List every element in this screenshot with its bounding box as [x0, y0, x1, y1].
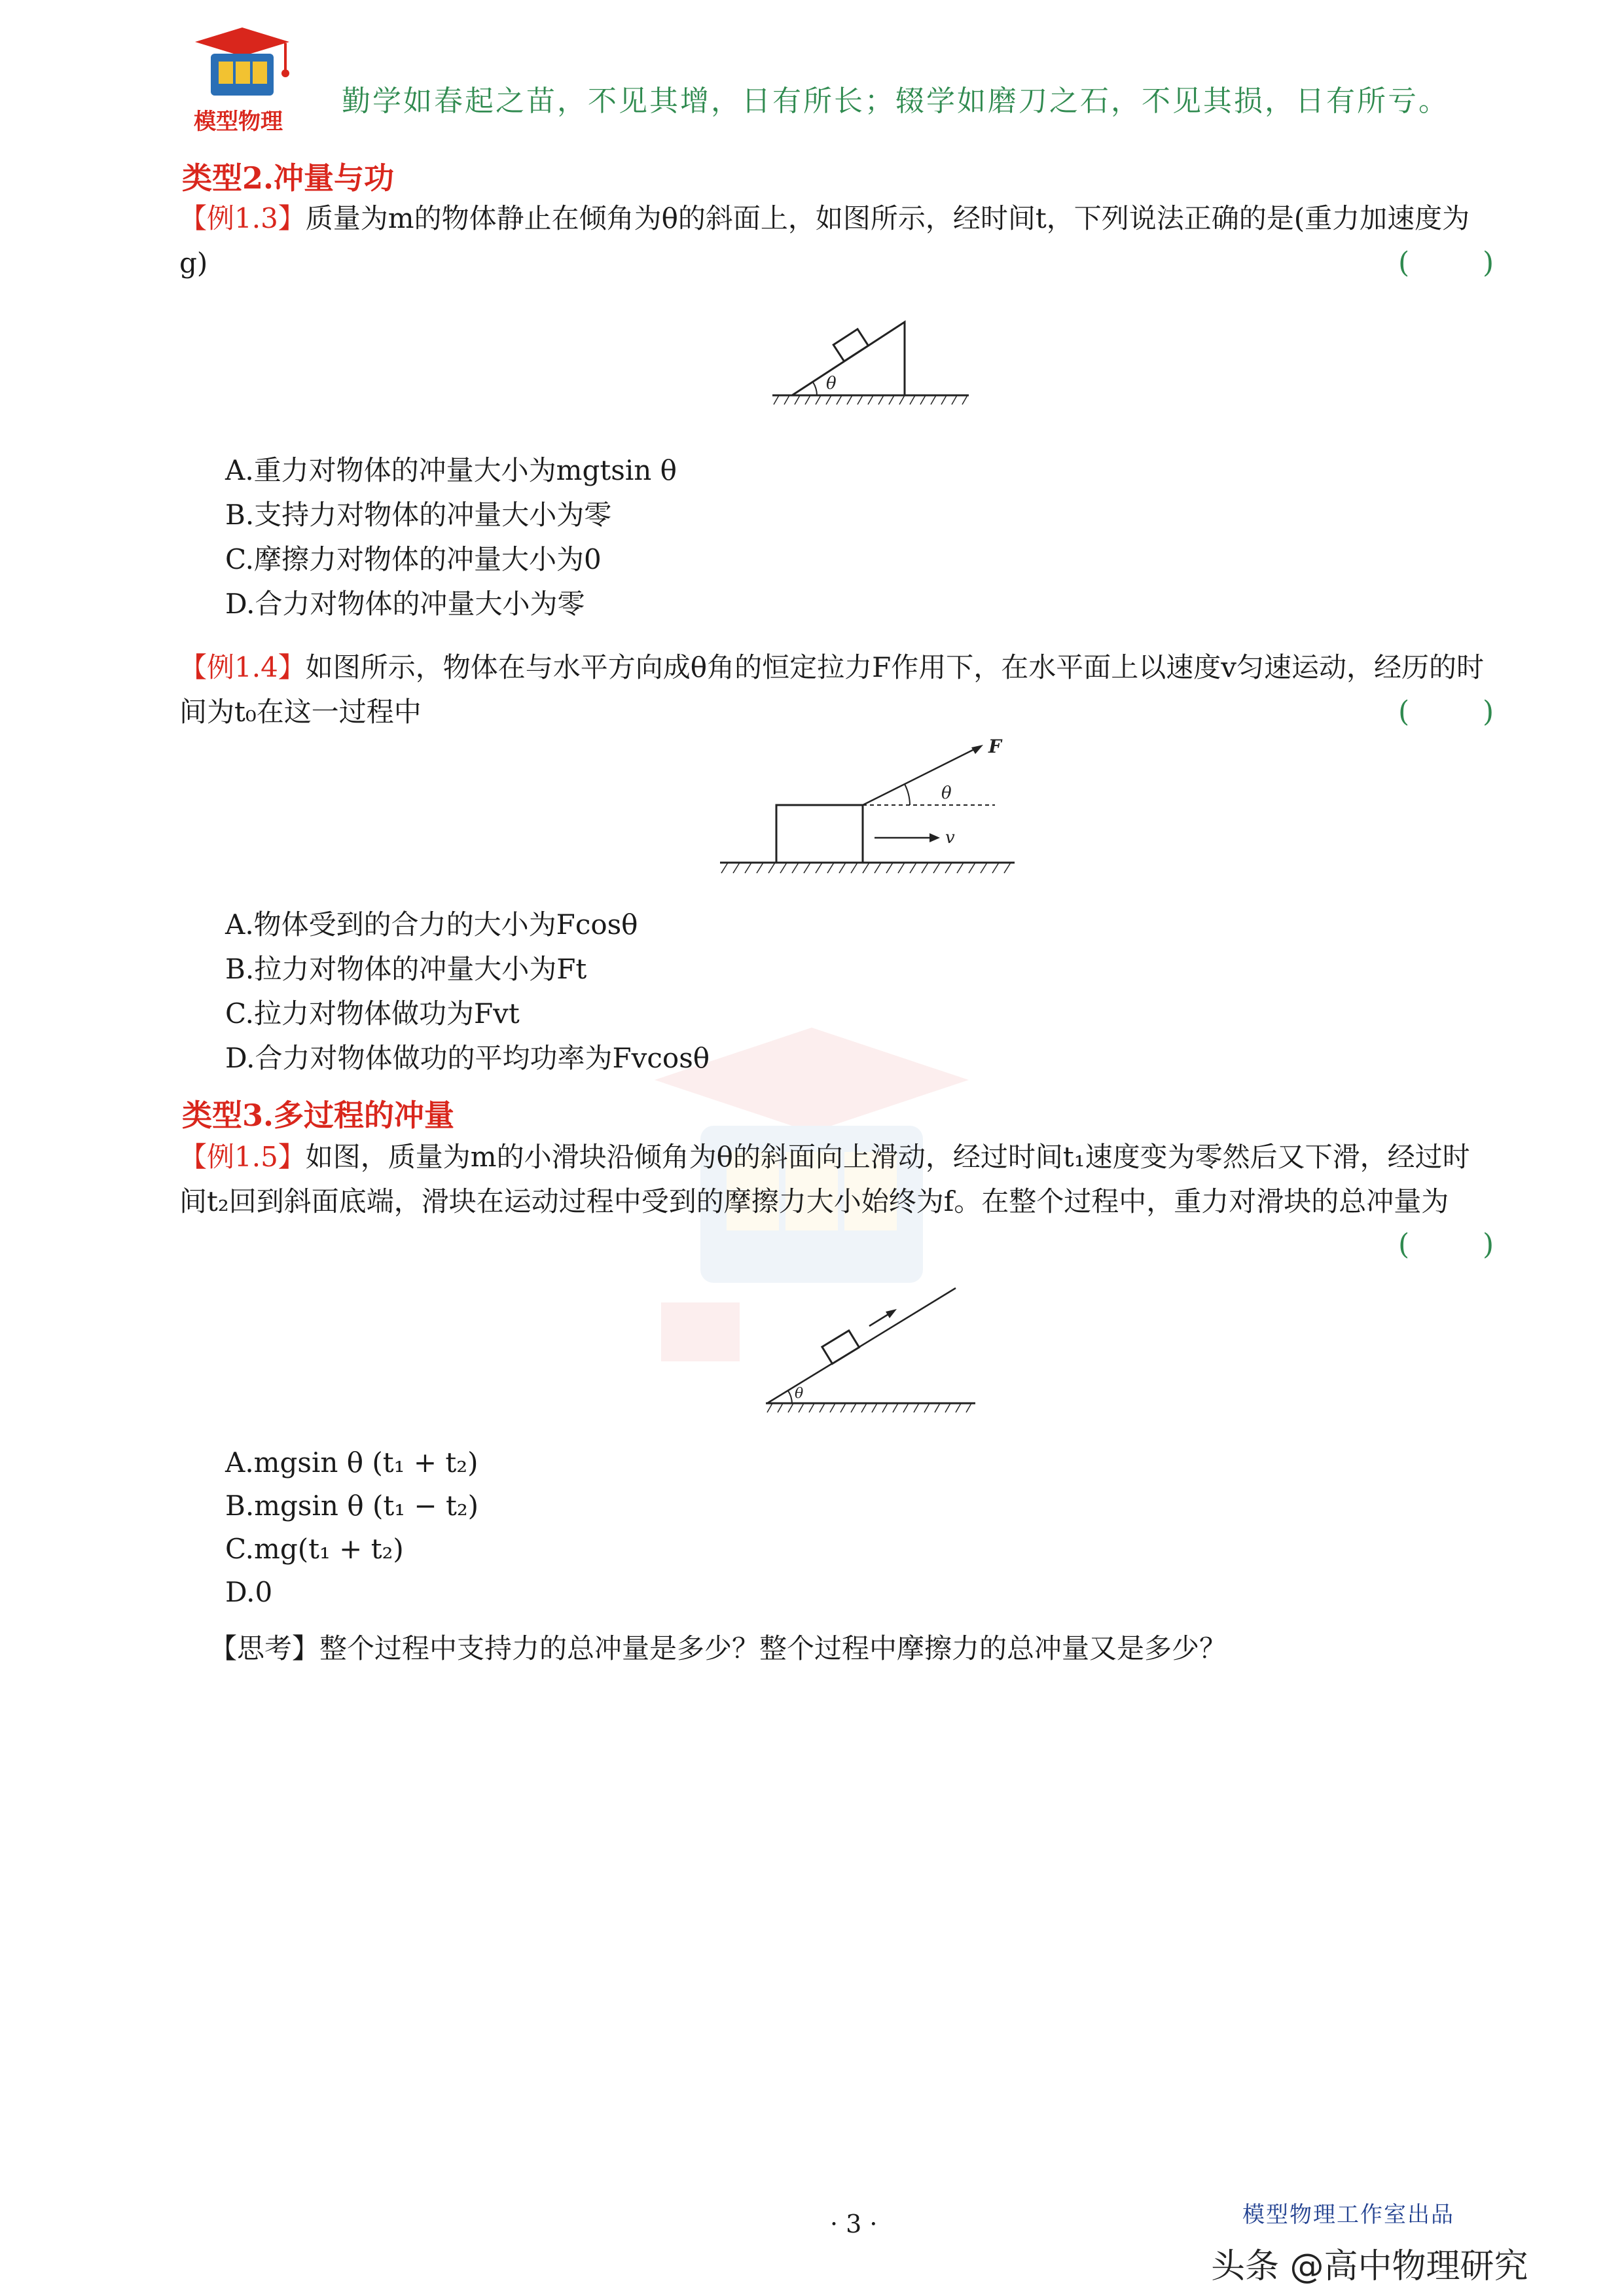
answer-bracket-1-3[interactable]: ( ): [1398, 246, 1494, 279]
think-prompt: 【思考】整个过程中支持力的总冲量是多少？整个过程中摩擦力的总冲量又是多少？: [209, 1632, 1227, 1664]
pulling-block-figure-1-4: [713, 733, 1021, 890]
incline-sliding-figure-1-5: [759, 1278, 982, 1422]
question-1-3-line1: [179, 196, 1470, 241]
logo-text: 模型物理: [194, 109, 283, 135]
question-1-5-line2: 间t₂回到斜面底端，滑块在运动过程中受到的摩擦力大小始终为f。在整个过程中，重力对滑块的总冲量为: [179, 1185, 1449, 1217]
question-1-3-line2: g): [179, 247, 208, 279]
option-1-4-a[interactable]: A.物体受到的合力的大小为Fcosθ: [225, 908, 638, 941]
logo-icon: [190, 25, 295, 103]
option-1-4-b[interactable]: B.拉力对物体的冲量大小为Ft: [225, 953, 587, 985]
option-1-3-c[interactable]: C.摩擦力对物体的冲量大小为0: [225, 543, 602, 575]
option-1-4-c[interactable]: C.拉力对物体做功为Fvt: [225, 997, 520, 1030]
incline-angle-label-1-3: θ: [826, 374, 837, 393]
option-1-3-b[interactable]: B.支持力对物体的冲量大小为零: [225, 499, 612, 531]
option-1-5-b[interactable]: B.mgsin θ (t₁ − t₂): [225, 1490, 479, 1522]
question-1-5-text: 如图，质量为m的小滑块沿倾角为θ的斜面向上滑动，经过时间t₁速度变为零然后又下滑，经过时: [305, 1141, 1470, 1173]
answer-bracket-1-5[interactable]: ( ): [1398, 1228, 1494, 1261]
incline-angle-label-1-5: θ: [795, 1386, 804, 1402]
page-number: · 3 ·: [830, 2210, 878, 2238]
question-1-5-line1: [179, 1135, 1470, 1179]
option-1-3-a[interactable]: A.重力对物体的冲量大小为mgtsin θ: [225, 454, 677, 486]
question-1-4-line1: [179, 645, 1484, 690]
studio-credit: 模型物理工作室出品: [1242, 2202, 1454, 2228]
header-motto: 勤学如春起之苗，不见其增，日有所长；辍学如磨刀之石，不见其损，日有所亏。: [342, 84, 1449, 118]
option-1-5-d[interactable]: D.0: [225, 1576, 273, 1608]
question-1-4: [179, 645, 1484, 734]
velocity-label-v: v: [945, 828, 955, 848]
source-watermark: 头条 @高中物理研究: [1211, 2247, 1528, 2286]
question-1-4-tag: 【例1.4】: [179, 651, 306, 683]
option-1-3-d[interactable]: D.合力对物体的冲量大小为零: [225, 588, 585, 620]
question-1-5: [179, 1135, 1470, 1224]
section-title-type3: 类型3.多过程的冲量: [182, 1098, 455, 1133]
question-1-3-tag: 【例1.3】: [179, 202, 306, 234]
section-title-type2: 类型2.冲量与功: [182, 160, 395, 196]
question-1-3: [179, 196, 1470, 285]
angle-label-1-4: θ: [941, 783, 952, 803]
option-1-4-d[interactable]: D.合力对物体做功的平均功率为Fvcosθ: [225, 1042, 710, 1074]
question-1-5-tag: 【例1.5】: [179, 1141, 306, 1173]
incline-figure-1-3: [766, 314, 975, 412]
force-label-f: F: [988, 736, 1001, 757]
question-1-4-text: 如图所示，物体在与水平方向成θ角的恒定拉力F作用下，在水平面上以速度v匀速运动，经历的时: [305, 651, 1484, 683]
question-1-4-line2: 间为t₀在这一过程中: [179, 696, 422, 728]
option-1-5-c[interactable]: C.mg(t₁ + t₂): [225, 1533, 404, 1565]
answer-bracket-1-4[interactable]: ( ): [1398, 695, 1494, 728]
question-1-3-text: 质量为m的物体静止在倾角为θ的斜面上，如图所示，经时间t，下列说法正确的是(重力加速度为: [305, 202, 1470, 234]
option-1-5-a[interactable]: A.mgsin θ (t₁ + t₂): [225, 1446, 478, 1479]
